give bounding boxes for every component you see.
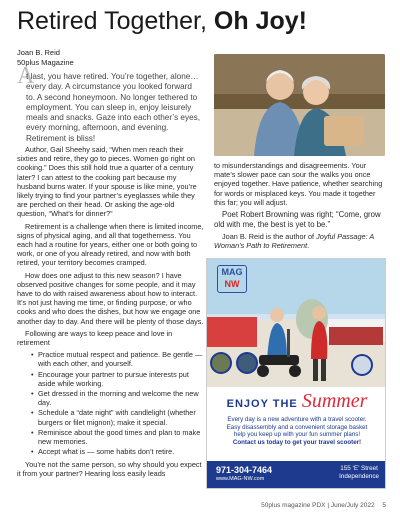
author-name: Joan B. Reid	[17, 48, 60, 57]
ad-url[interactable]: www.MAG-NW.com	[216, 476, 265, 482]
body-paragraph: to misunderstandings and disagreements. Your mate’s slower pace can sour the walks you once enjoyed together. Have patience, whether searching for words or misplaced keys. You made it together this far; you will adjust.	[214, 161, 383, 207]
tagline-text: ENJOY THE	[226, 398, 298, 410]
tip-item: • Get dressed in the morning and welcome the new day.	[31, 389, 205, 407]
footer-issue: June/July 2022	[330, 502, 375, 509]
article-headline	[17, 6, 307, 36]
poet-quote: Poet Robert Browning was right; “Come, grow old with me, the best is yet to be.”	[214, 210, 381, 229]
tips-list	[31, 350, 205, 456]
tip-item: • Accept what is — some habits don’t retire.	[31, 447, 205, 456]
ad-address	[339, 465, 379, 481]
headline-plain: Retired Together,	[17, 7, 207, 35]
logo-bottom: NW	[224, 279, 240, 289]
headline-bold: Oh Joy!	[213, 7, 307, 35]
couple-photo	[214, 54, 385, 156]
footer-magazine: 50plus magazine PDX	[261, 502, 326, 509]
ad-footer	[207, 461, 386, 488]
ad-desc-line: Every day is a new adventure with a travel scooter.	[227, 416, 367, 423]
tip-item: • Practice mutual respect and patience. Be gentle — with each other, and yourself.	[31, 350, 205, 368]
book-title: Joyful Passage: A Woman’s Path to Retirement	[214, 232, 374, 251]
logo-top: MAG	[221, 267, 243, 277]
scooter-advertisement[interactable]	[206, 258, 386, 489]
body-paragraph: Following are ways to keep peace and love in retirement	[17, 328, 173, 348]
ad-cta[interactable]: Contact us today to get your travel scooter!	[232, 438, 362, 446]
tip-item: • Reminisce about the good times and plan to make new memories.	[31, 428, 205, 446]
article-column-left	[17, 145, 205, 481]
address-line: 155 ‘E’ Street	[340, 465, 378, 472]
ad-desc-line: help you keep up with your fun summer plans!	[233, 431, 361, 439]
footer-separator: |	[327, 502, 330, 509]
ad-tagline	[207, 390, 386, 413]
ad-phone[interactable]: 971-304-7464	[216, 465, 273, 475]
publication-name: 50plus Magazine	[17, 58, 74, 67]
tagline-script: Summer	[301, 390, 368, 412]
ad-description	[215, 416, 379, 446]
bio-suffix: .	[307, 241, 310, 251]
bio-prefix: Joan B. Reid is the author of	[222, 232, 317, 242]
page-number: 5	[382, 502, 386, 509]
address-line: Independence	[339, 473, 379, 480]
ad-desc-line: Easy disassembly and a convenient storage basket	[226, 423, 368, 431]
body-paragraph: How does one adjust to this new season? I have observed positive changes for some people, and it may have to do with raised awareness about how to interact. It’s not just having me time, or finding purpose, or who cooks and who does the dishes, but how we engage one another day to day. And there will be plenty of those days.	[17, 270, 204, 326]
body-paragraph: You’re not the same person, so why should you expect it from your partner? Hearing loss easily leads	[17, 459, 202, 478]
mag-nw-logo	[217, 265, 247, 293]
body-paragraph: Author, Gail Sheehy said, “When men reach their sixties and retire, they go to pieces. Women go right on cooking.” Does this still hold true a quarter of a century later? I can attest to the cooking part because my husband burns water. If your spouse is like mine, you’re likely trying to find your partner’s eyeglasses while they are perched on their head. Or asking the age-old question, “What’s for dinner?”	[17, 145, 197, 219]
tip-item: • Schedule a “date night” with candlelight (whether burgers or filet mignon); make it special.	[31, 408, 205, 426]
drop-cap: A	[17, 63, 35, 89]
body-paragraph: Retirement is a challenge when there is limited income, signs of physical aging, and all that togetherness. You each had a routine for years, either one or both going to work, or one of you already retired, and now with both retired, your territory becomes cramped.	[17, 221, 204, 268]
page-footer	[261, 502, 386, 509]
article-column-right	[214, 161, 386, 254]
author-bio	[214, 232, 386, 250]
lead-paragraph: t last, you have retired. You’re together, alone… every day. A circumstance you looked forward to. A second honeymoon. No longer tethered to employment. You can sleep in, enjoy leisurely meals and snacks. Gaze into each other’s eyes, every morning, afternoon, and evening. Retirement is bliss!	[26, 72, 201, 143]
tip-item: • Encourage your partner to pursue interests put aside while working.	[31, 370, 205, 388]
